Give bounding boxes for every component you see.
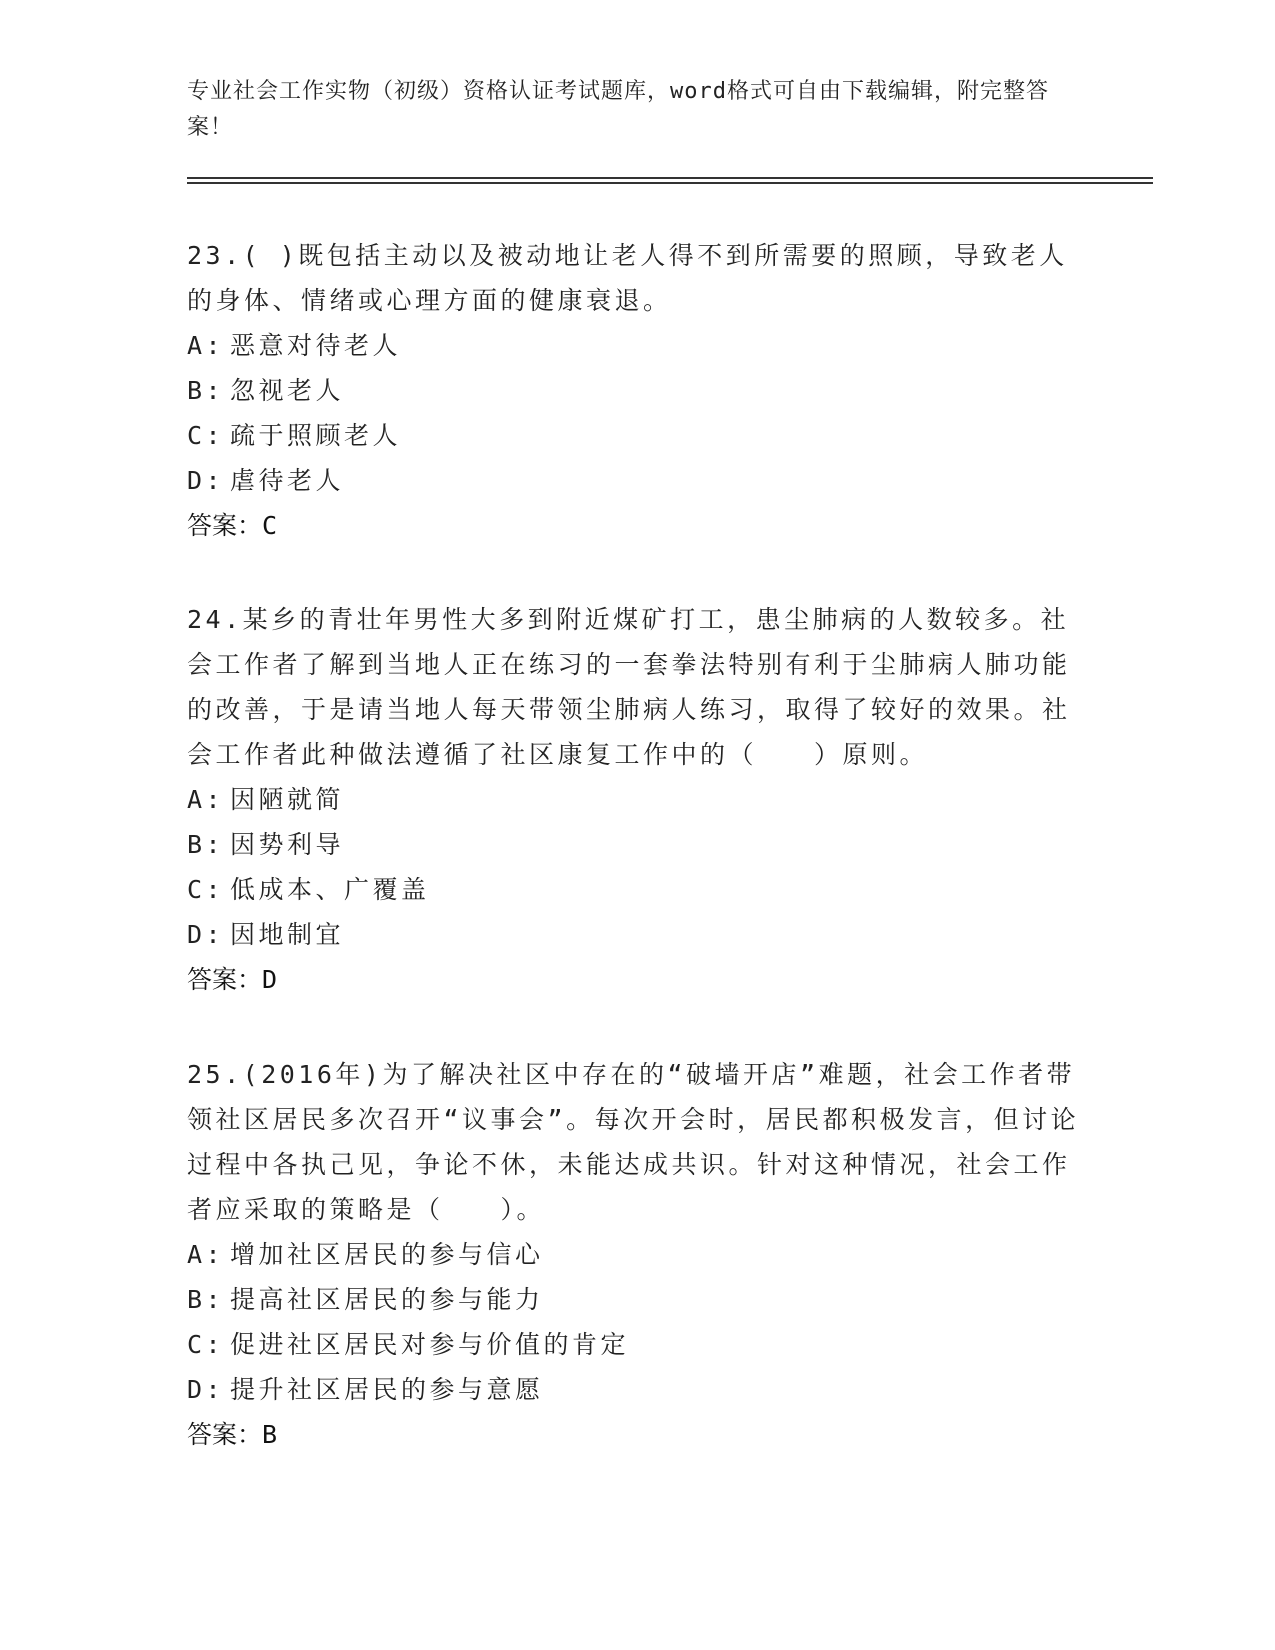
option-text: 恶意对待老人 xyxy=(230,331,402,360)
option-a xyxy=(187,323,1087,368)
option-key: A: xyxy=(187,331,225,360)
option-c xyxy=(187,413,1087,458)
option-text: 增加社区居民的参与信心 xyxy=(230,1240,544,1269)
question-number: 24. xyxy=(187,605,243,634)
option-text: 疏于照顾老人 xyxy=(230,421,402,450)
answer-label: 答案： xyxy=(187,1420,263,1449)
option-text: 因势利导 xyxy=(230,830,345,859)
answer xyxy=(187,503,1087,548)
option-text: 忽视老人 xyxy=(230,376,345,405)
option-text: 提升社区居民的参与意愿 xyxy=(230,1375,544,1404)
option-key: D: xyxy=(187,1375,225,1404)
option-key: D: xyxy=(187,466,225,495)
option-key: C: xyxy=(187,875,225,904)
question-25 xyxy=(187,1052,1087,1457)
option-text: 低成本、广覆盖 xyxy=(230,875,430,904)
option-c xyxy=(187,1322,1087,1367)
option-b xyxy=(187,822,1087,867)
answer xyxy=(187,957,1087,1002)
option-key: A: xyxy=(187,785,225,814)
option-key: D: xyxy=(187,920,225,949)
header-rule-bottom xyxy=(187,182,1153,184)
answer xyxy=(187,1412,1087,1457)
answer-value: D xyxy=(262,965,278,994)
question-stem xyxy=(187,597,1087,777)
option-text: 因陋就简 xyxy=(230,785,345,814)
answer-label: 答案： xyxy=(187,965,263,994)
option-d xyxy=(187,458,1087,503)
question-stem xyxy=(187,1052,1087,1232)
option-key: B: xyxy=(187,376,225,405)
question-stem xyxy=(187,233,1087,323)
option-c xyxy=(187,867,1087,912)
option-key: B: xyxy=(187,830,225,859)
option-b xyxy=(187,368,1087,413)
question-number: 25. xyxy=(187,1060,243,1089)
question-text: (2016年)为了解决社区中存在的“破墙开店”难题，社会工作者带领社区居民多次召开“议事会”。每次开会时，居民都积极发言，但讨论过程中各执己见，争论不休，未能达成共识。针对这种情况，社会工作者应采取的策略是（ ）。 xyxy=(187,1060,1080,1224)
option-key: A: xyxy=(187,1240,225,1269)
question-23 xyxy=(187,233,1087,548)
answer-label: 答案： xyxy=(187,511,263,540)
question-text: 某乡的青壮年男性大多到附近煤矿打工，患尘肺病的人数较多。社会工作者了解到当地人正在练习的一套拳法特别有利于尘肺病人肺功能的改善，于是请当地人每天带领尘肺病人练习，取得了较好的效果。社会工作者此种做法遵循了社区康复工作中的（ ）原则。 xyxy=(187,605,1071,769)
document-header: 专业社会工作实物（初级）资格认证考试题库，word格式可自由下载编辑，附完整答案！ xyxy=(187,79,1049,140)
option-b xyxy=(187,1277,1087,1322)
option-key: C: xyxy=(187,421,225,450)
option-text: 虐待老人 xyxy=(230,466,345,495)
option-d xyxy=(187,912,1087,957)
option-d xyxy=(187,1367,1087,1412)
option-text: 提高社区居民的参与能力 xyxy=(230,1285,544,1314)
answer-value: B xyxy=(262,1420,278,1449)
header-rule-top xyxy=(187,177,1153,179)
option-text: 促进社区居民对参与价值的肯定 xyxy=(230,1330,630,1359)
question-number: 23. xyxy=(187,241,243,270)
question-text: ( )既包括主动以及被动地让老人得不到所需要的照顾，导致老人的身体、情绪或心理方面的健康衰退。 xyxy=(187,241,1068,315)
option-a xyxy=(187,777,1087,822)
question-24 xyxy=(187,597,1087,1002)
option-key: C: xyxy=(187,1330,225,1359)
option-text: 因地制宜 xyxy=(230,920,345,949)
answer-value: C xyxy=(262,511,278,540)
option-key: B: xyxy=(187,1285,225,1314)
option-a xyxy=(187,1232,1087,1277)
